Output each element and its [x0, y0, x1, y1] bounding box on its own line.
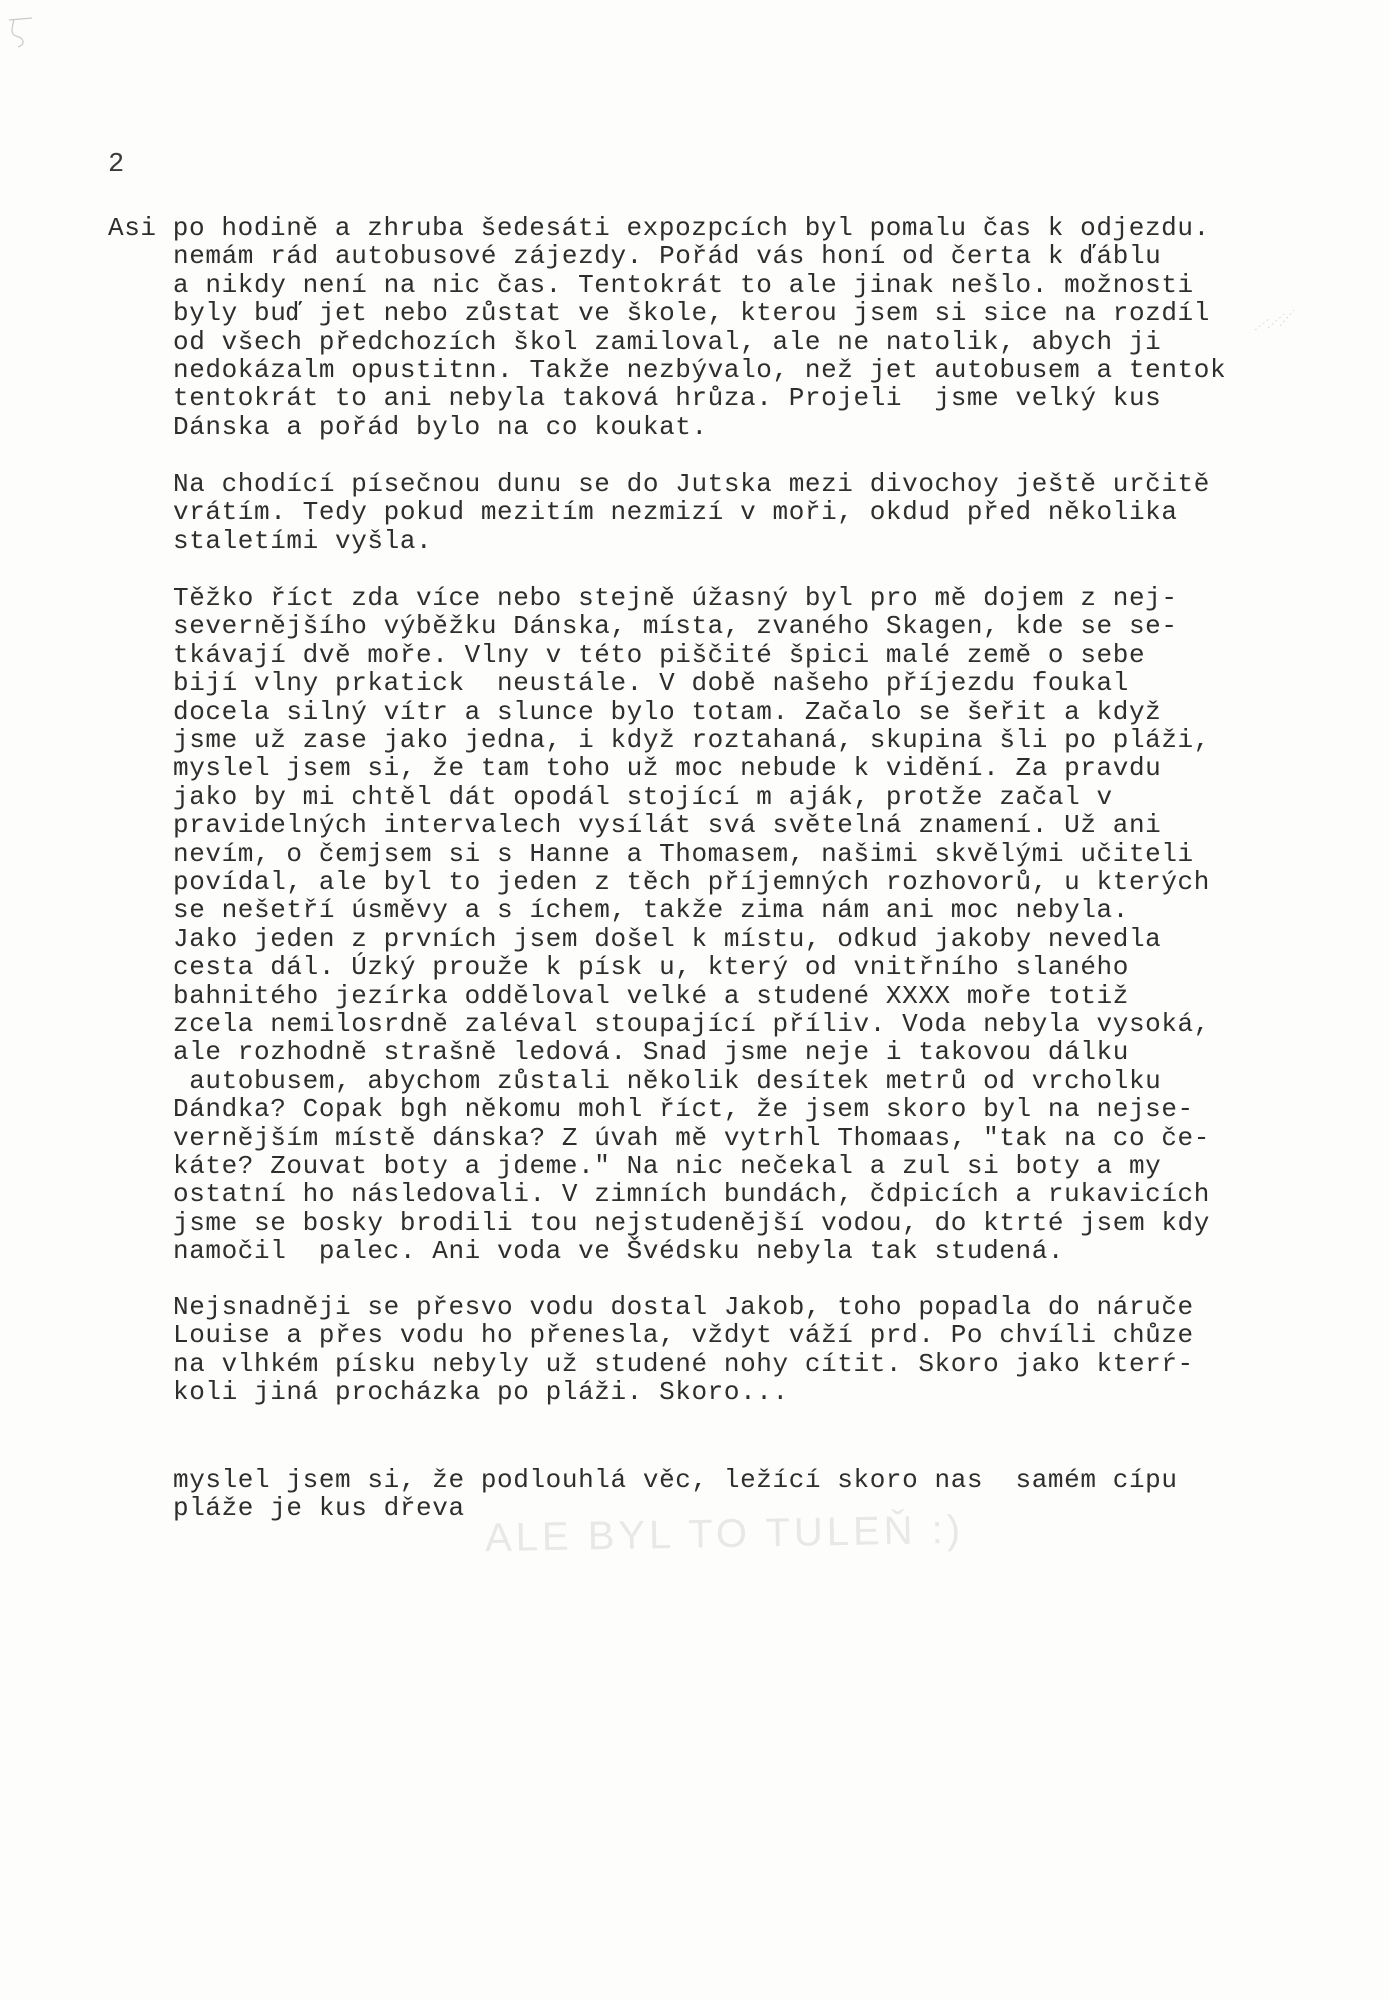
- text-line: nevím, o čemjsem si s Hanne a Thomasem, našimi skvělými učiteli: [173, 838, 1194, 869]
- text-line: tkávají dvě moře. Vlny v této piščité špici malé země o sebe: [173, 639, 1146, 670]
- text-line: jsme už zase jako jedna, i když roztahaná, skupina šli po pláži,: [173, 725, 1210, 755]
- text-line: ostatní ho následovali. V zimních bundách, čdpicích a rukavicích: [173, 1179, 1210, 1210]
- text-line: nemám rád autobusové zájezdy. Pořád vás honí od čerta k ďáblu: [173, 241, 1162, 272]
- text-line: docela silný vítr a slunce bylo totam. Začalo se šeřit a když: [173, 696, 1162, 727]
- text-line: na vlhkém písku nebyly už studené nohy cítit. Skoro jako kterŕ-: [173, 1348, 1194, 1379]
- text-line: jsme se bosky brodili tou nejstudenější vodou, do ktrté jsem kdy: [173, 1207, 1210, 1238]
- text-line: Jako jeden z prvních jsem došel k místu, odkud jakoby nevedla: [173, 923, 1162, 954]
- text-line: cesta dál. Úzký prouže k písk u, který od vnitřního slaného: [173, 952, 1129, 983]
- text-line: namočil palec. Ani voda ve Švédsku nebyla tak studená.: [173, 1236, 1065, 1267]
- text-line: Dándka? Copak bgh někomu mohl říct, že jsem skoro byl na nejse-: [173, 1094, 1194, 1125]
- text-line: zcela nemilosrdně zaléval stoupající příliv. Voda nebyla vysoká,: [173, 1009, 1210, 1039]
- text-line: káte? Zouvat boty a jdeme." Na nic nečekal a zul si boty a my: [173, 1151, 1162, 1181]
- text-line: se nešetří úsměvy a s íchem, takže zima nám ani moc nebyla.: [173, 895, 1129, 926]
- text-line: pravidelných intervalech vysílát svá světelná znamení. Už ani: [173, 810, 1162, 841]
- page-number: 2: [108, 150, 125, 180]
- text-line: Nejsnadněji se přesvo vodu dostal Jakob, toho popadla do náruče: [173, 1292, 1194, 1322]
- text-line: koli jiná procházka po pláži. Skoro...: [173, 1377, 789, 1408]
- paper-scuff-mark: [1250, 300, 1300, 340]
- text-line: vrátím. Tedy pokud mezitím nezmizí v moři, okdud před několika: [173, 497, 1178, 528]
- text-line: staletími vyšla.: [173, 525, 433, 556]
- text-line: ale rozhodně strašně ledová. Snad jsme neje i takovou dálku: [173, 1037, 1129, 1068]
- text-line: Dánska a pořád bylo na co koukat.: [173, 411, 708, 442]
- text-line: Asi po hodině a zhruba šedesáti expozpcích byl pomalu čas k odjezdu.: [108, 213, 1210, 243]
- text-line: vernějším místě dánska? Z úvah mě vytrhl Thomaas, "tak na co če-: [173, 1122, 1210, 1153]
- text-line: nedokázalm opustitnn. Takže nezbývalo, než jet autobusem a tentok: [173, 355, 1227, 385]
- text-line: myslel jsem si, že tam toho už moc nebude k vidění. Za pravdu: [173, 753, 1162, 784]
- faint-pencil-note: ALE BYL TO TULEŇ :): [484, 1507, 965, 1561]
- text-line: pláže je kus dřeva: [173, 1493, 465, 1524]
- text-line: od všech předchozích škol zamiloval, ale ne natolik, abych ji: [173, 326, 1162, 357]
- text-line: Těžko říct zda více nebo stejně úžasný byl pro mě dojem z nej-: [173, 583, 1178, 613]
- text-line: bahnitého jezírka odděloval velké a studené XXXX moře totiž: [173, 980, 1129, 1011]
- pencil-corner-mark: [6, 16, 36, 50]
- text-line: povídal, ale byl to jeden z těch příjemných rozhovorů, u kterých: [173, 867, 1210, 897]
- text-line: myslel jsem si, že podlouhlá věc, ležící skoro nas samém cípu: [173, 1465, 1178, 1495]
- text-line: jako by mi chtěl dát opodál stojící m aják, protže začal v: [173, 781, 1113, 812]
- text-line: severnějšího výběžku Dánska, místa, zvaného Skagen, kde se se-: [173, 611, 1178, 642]
- text-line: autobusem, abychom zůstali několik desítek metrů od vrcholku: [173, 1065, 1162, 1096]
- text-line: Louise a přes vodu ho přenesla, vždyt váží prd. Po chvíli chůze: [173, 1320, 1194, 1351]
- text-line: a nikdy není na nic čas. Tentokrát to ale jinak nešlo. možnosti: [173, 269, 1194, 300]
- text-line: byly buď jet nebo zůstat ve škole, kterou jsem si sice na rozdíl: [173, 298, 1210, 329]
- text-line: Na chodící písečnou dunu se do Jutska mezi divochoy ještě určitě: [173, 469, 1210, 499]
- text-line: bijí vlny prkatick neustále. V době našeho příjezdu foukal: [173, 668, 1129, 699]
- text-line: tentokrát to ani nebyla taková hrůza. Projeli jsme velký kus: [173, 383, 1162, 414]
